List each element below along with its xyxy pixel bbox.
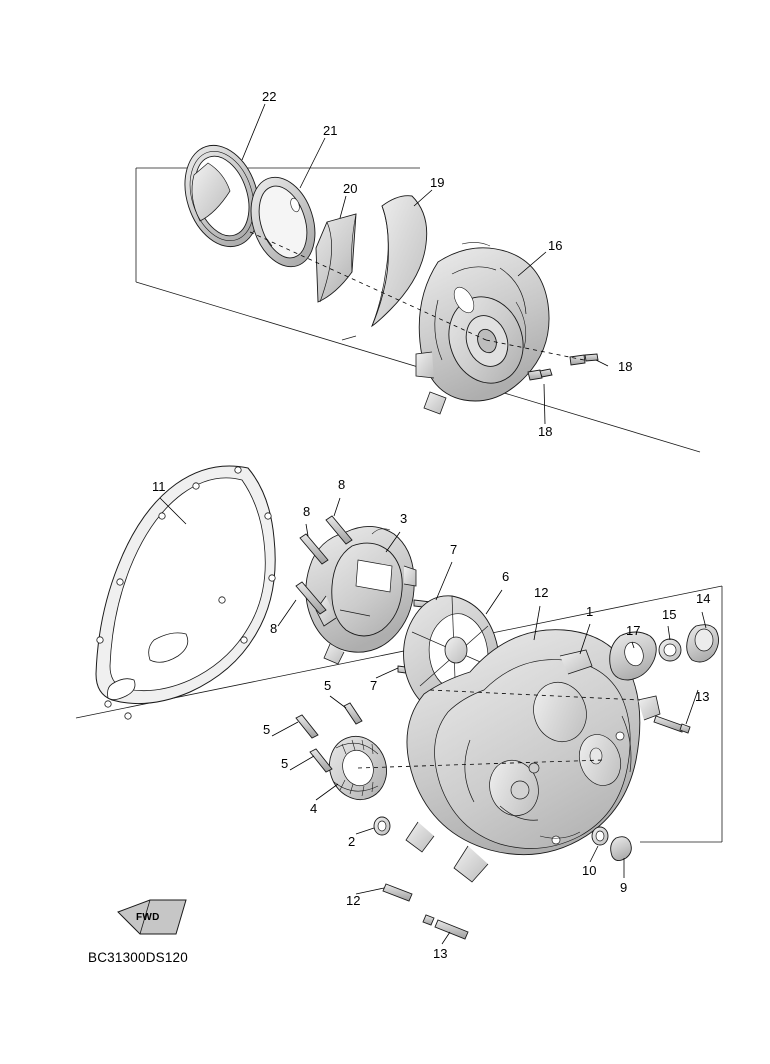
callout-17: 17 bbox=[626, 623, 641, 638]
callout-14: 14 bbox=[696, 591, 711, 606]
callout-19: 19 bbox=[430, 175, 445, 190]
callout-20: 20 bbox=[343, 181, 358, 196]
part-17-seal-holder bbox=[610, 632, 657, 680]
callout-8-b: 8 bbox=[303, 504, 311, 519]
part-18-bolt-a bbox=[570, 354, 598, 365]
part-13-bolt-a bbox=[654, 716, 690, 733]
callout-5-c: 5 bbox=[281, 756, 289, 771]
callout-8-a: 8 bbox=[338, 477, 346, 492]
part-15-o-ring bbox=[659, 639, 681, 661]
callout-4: 4 bbox=[310, 801, 318, 816]
callout-8-c: 8 bbox=[270, 621, 278, 636]
callout-2: 2 bbox=[348, 834, 356, 849]
part-9-plug bbox=[611, 837, 632, 861]
part-5-bolt-a bbox=[344, 703, 362, 724]
callout-16: 16 bbox=[548, 238, 563, 253]
callout-5-b: 5 bbox=[263, 722, 271, 737]
callout-6: 6 bbox=[502, 569, 510, 584]
part-11-gasket bbox=[96, 466, 278, 719]
part-16-blower-housing bbox=[416, 242, 549, 414]
callout-9: 9 bbox=[620, 880, 628, 895]
callout-22: 22 bbox=[262, 89, 277, 104]
callout-21: 21 bbox=[323, 123, 338, 138]
callout-7-a: 7 bbox=[450, 542, 458, 557]
diagram-code-label: BC31300DS120 bbox=[88, 950, 188, 965]
part-12-bolt-b bbox=[383, 884, 412, 901]
callout-5-a: 5 bbox=[324, 678, 332, 693]
callout-12-b: 12 bbox=[346, 893, 361, 908]
callout-18-b: 18 bbox=[538, 424, 553, 439]
forward-direction-label: FWD bbox=[136, 912, 160, 923]
part-13-bolt-b bbox=[423, 915, 468, 939]
callout-12-a: 12 bbox=[534, 585, 549, 600]
part-14-plug-cap bbox=[687, 625, 719, 662]
part-2-dowel-collar bbox=[374, 817, 390, 835]
part-18-bolt-b bbox=[528, 369, 552, 380]
part-20-air-duct-panel bbox=[316, 214, 356, 302]
callout-10: 10 bbox=[582, 863, 597, 878]
part-3-bracket-housing bbox=[306, 526, 416, 664]
callout-11: 11 bbox=[152, 479, 166, 494]
callout-13-a: 13 bbox=[695, 689, 710, 704]
callout-3: 3 bbox=[400, 511, 408, 526]
callout-15: 15 bbox=[662, 607, 677, 622]
part-5-bolt-b bbox=[296, 715, 318, 738]
callout-18-a: 18 bbox=[618, 359, 633, 374]
callout-7-b: 7 bbox=[370, 678, 378, 693]
callout-1: 1 bbox=[586, 604, 594, 619]
part-5-bolt-c bbox=[310, 749, 332, 772]
callout-13-b: 13 bbox=[433, 946, 448, 961]
part-10-washer bbox=[592, 827, 608, 845]
